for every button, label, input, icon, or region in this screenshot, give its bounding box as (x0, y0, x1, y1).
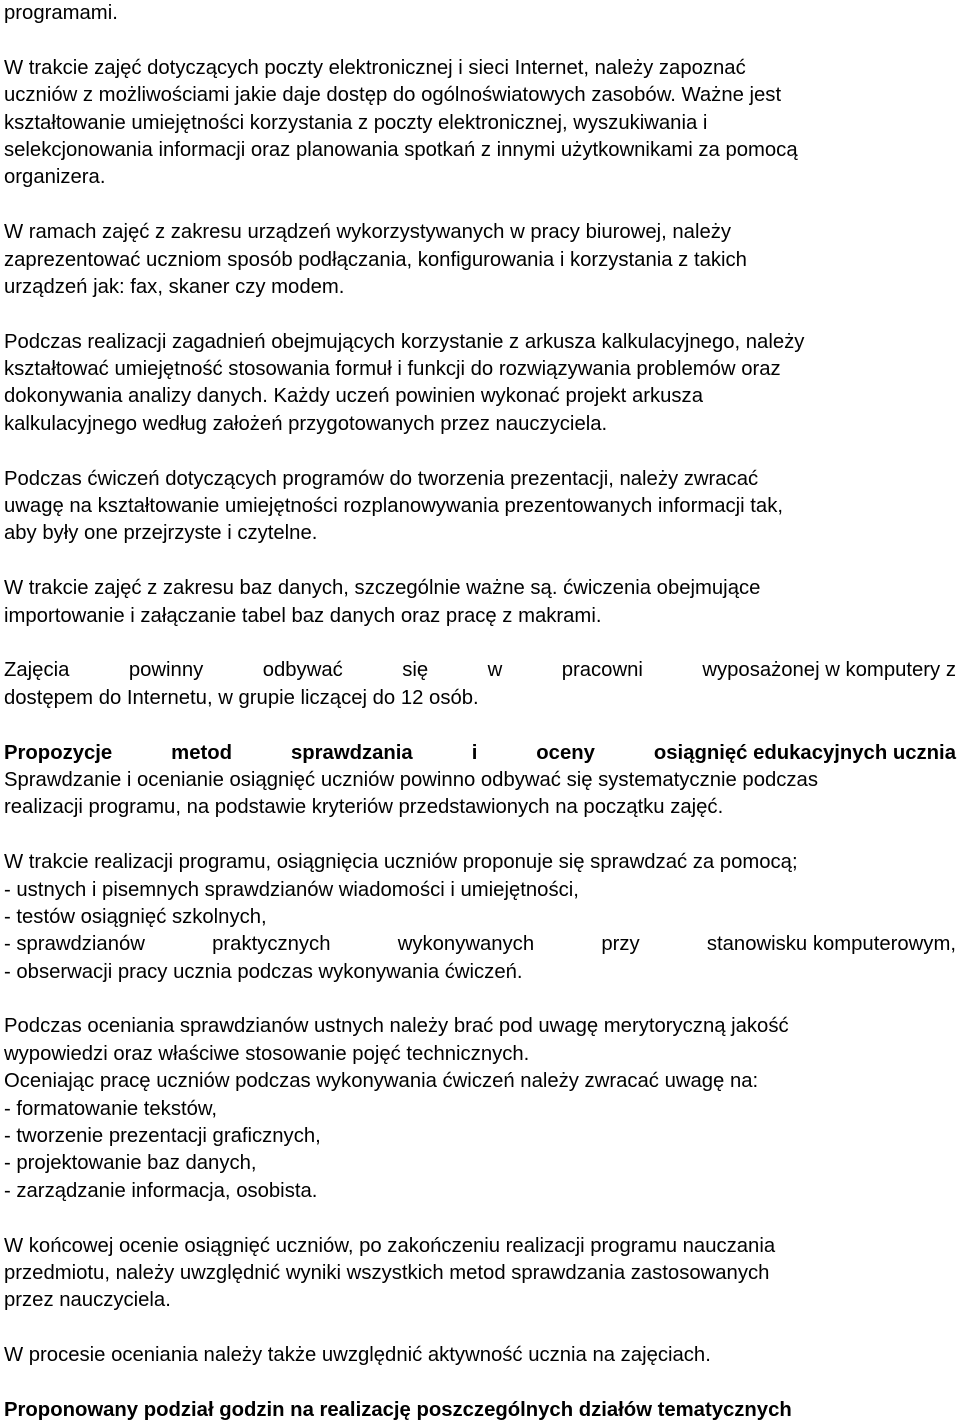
text-line: Podczas realizacji zagadnień obejmujących korzystanie z arkusza kalkulacyjnego, należy (4, 330, 805, 353)
paragraph-email-internet (4, 55, 956, 192)
paragraph-databases (4, 575, 956, 630)
heading-word: Propozycje (4, 741, 113, 764)
heading-word: osiągnięć edukacyjnych ucznia (653, 741, 956, 764)
text-line: W końcowej ocenie osiągnięć uczniów, po zakończeniu realizacji programu nauczania (4, 1234, 776, 1257)
word: wykonywanych (397, 933, 535, 956)
paragraph-activity (4, 1342, 956, 1369)
text-line: W trakcie zajęć dotyczących poczty elektronicznej i sieci Internet, należy zapoznać (4, 56, 746, 79)
text-line: dostępem do Internetu, w grupie liczącej do 12 osób. (4, 686, 479, 709)
heading-word: sprawdzania (290, 741, 413, 764)
list-item: - tworzenie prezentacji graficznych, (4, 1125, 321, 1148)
document-page (4, 0, 956, 1424)
paragraph-final-grade (4, 1233, 956, 1315)
text-line: dokonywania analizy danych. Każdy uczeń powinien wykonać projekt arkusza (4, 385, 703, 408)
heading-word: metod (171, 741, 233, 764)
text-line: urządzeń jak: fax, skaner czy modem. (4, 275, 345, 298)
word: w (487, 659, 503, 682)
word: wyposażonej w komputery z (702, 659, 956, 682)
text-line: kształtowanie umiejętności korzystania z poczty elektronicznej, wyszukiwania i (4, 111, 708, 134)
text-line: kształtować umiejętność stosowania formuł i funkcji do rozwiązywania problemów oraz (4, 358, 781, 381)
paragraph-intro-end (4, 0, 956, 27)
text-line: aby były one przejrzyste i czytelne. (4, 522, 318, 545)
word: się (402, 659, 429, 682)
text-line: W trakcie realizacji programu, osiągnięcia uczniów proponuje się sprawdzać za pomocą; (4, 851, 798, 874)
word: powinny (128, 659, 204, 682)
paragraph-spreadsheet (4, 329, 956, 439)
paragraph-assessment-intro (4, 767, 956, 822)
section-heading-hours: Proponowany podział godzin na realizację poszczególnych działów tematycznych (4, 1398, 792, 1421)
text-line: przedmiotu, należy uwzględnić wyniki wszystkich metod sprawdzania zastosowanych (4, 1261, 770, 1284)
text-line: uwagę na kształtowanie umiejętności rozplanowywania prezentowanych informacji tak, (4, 495, 783, 518)
list-item: - ustnych i pisemnych sprawdzianów wiadomości i umiejętności, (4, 878, 579, 901)
text-line: W trakcie zajęć z zakresu baz danych, szczególnie ważne są. ćwiczenia obejmujące (4, 577, 761, 600)
heading-word: oceny (536, 741, 595, 764)
text-line: wypowiedzi oraz właściwe stosowanie pojęć technicznych. (4, 1042, 530, 1065)
text-line: organizera. (4, 166, 106, 189)
word: przy (601, 933, 640, 956)
word: praktycznych (212, 933, 331, 956)
word: stanowisku komputerowym, (706, 933, 956, 956)
paragraph-lab-requirements (4, 657, 956, 712)
text-line: zaprezentować uczniom sposób podłączania, konfigurowania i korzystania z takich (4, 248, 747, 271)
paragraph-grading-criteria (4, 1013, 956, 1205)
text-line: programami. (4, 2, 118, 24)
section-heading-assessment (4, 740, 956, 767)
text-line: kalkulacyjnego według założeń przygotowanych przez nauczyciela. (4, 412, 608, 435)
justified-text-line (4, 657, 956, 684)
text-line: Sprawdzanie i ocenianie osiągnięć uczniów powinno odbywać się systematycznie podczas (4, 768, 818, 791)
text-line: przez nauczyciela. (4, 1289, 171, 1312)
paragraph-presentations (4, 466, 956, 548)
word: pracowni (561, 659, 643, 682)
list-item: - projektowanie baz danych, (4, 1152, 257, 1175)
paragraph-assessment-methods (4, 849, 956, 986)
list-item: - obserwacji pracy ucznia podczas wykonywania ćwiczeń. (4, 960, 523, 983)
list-item: - zarządzanie informacja, osobista. (4, 1179, 318, 1202)
text-line: selekcjonowania informacji oraz planowania spotkań z innymi użytkownikami za pomocą (4, 138, 798, 161)
word: - sprawdzianów (4, 933, 145, 956)
text-line: uczniów z możliwościami jakie daje dostęp do ogólnoświatowych zasobów. Ważne jest (4, 84, 782, 107)
text-line: realizacji programu, na podstawie kryteriów przedstawionych na początku zajęć. (4, 796, 724, 819)
list-item: - testów osiągnięć szkolnych, (4, 905, 267, 928)
list-item (4, 931, 956, 958)
paragraph-office-devices (4, 219, 956, 301)
text-line: W procesie oceniania należy także uwzględnić aktywność ucznia na zajęciach. (4, 1344, 711, 1367)
heading-word: i (471, 741, 478, 764)
text-line: Podczas ćwiczeń dotyczących programów do tworzenia prezentacji, należy zwracać (4, 467, 759, 490)
word: odbywać (262, 659, 343, 682)
text-line: W ramach zajęć z zakresu urządzeń wykorzystywanych w pracy biurowej, należy (4, 221, 732, 244)
word: Zajęcia (4, 659, 70, 682)
text-line: Oceniając pracę uczniów podczas wykonywania ćwiczeń należy zwracać uwagę na: (4, 1070, 759, 1093)
text-line: importowanie i załączanie tabel baz danych oraz pracę z makrami. (4, 604, 602, 627)
list-item: - formatowanie tekstów, (4, 1097, 218, 1120)
text-line: Podczas oceniania sprawdzianów ustnych należy brać pod uwagę merytoryczną jakość (4, 1015, 789, 1038)
